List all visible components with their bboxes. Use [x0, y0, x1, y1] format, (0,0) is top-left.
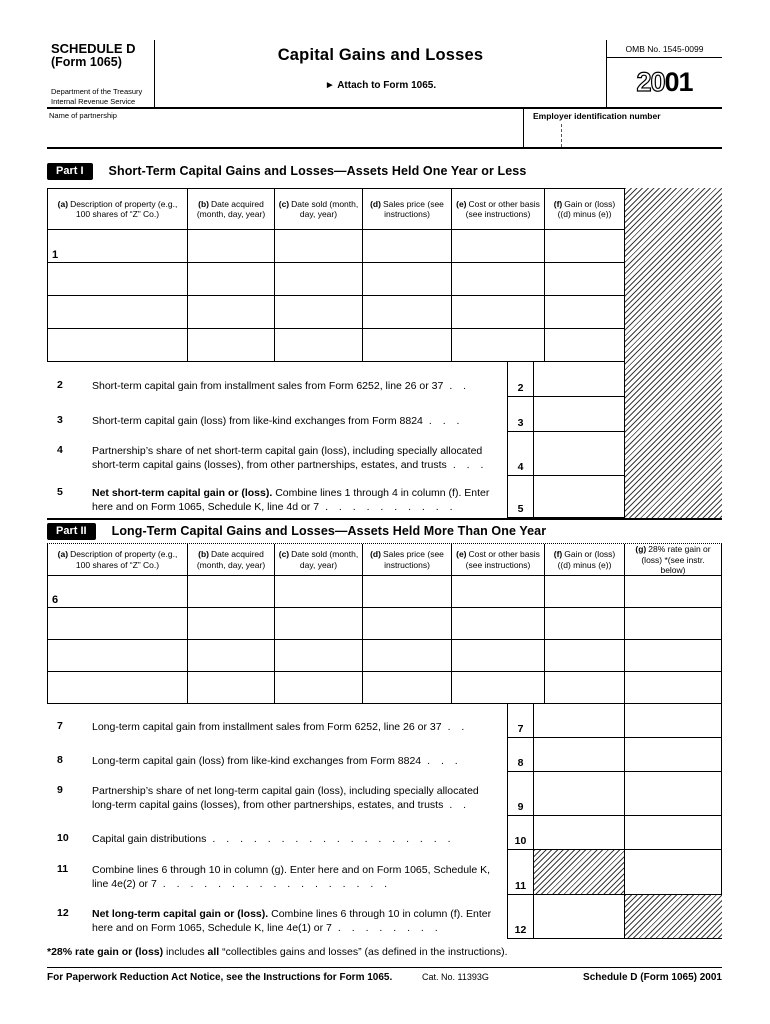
- arrow-right-icon: ►: [324, 80, 335, 91]
- part1-title: Short-Term Capital Gains and Losses—Assets Held One Year or Less: [108, 164, 527, 178]
- entry-cell[interactable]: [362, 672, 451, 703]
- line-7-amount-field-g[interactable]: [625, 704, 722, 738]
- table-row: [48, 608, 721, 640]
- col-header-b: (b) Date acquired (month, day, year): [187, 189, 274, 229]
- entry-cell[interactable]: [451, 640, 544, 671]
- line-number: 10: [57, 831, 69, 844]
- entry-cell[interactable]: [187, 608, 274, 639]
- entry-cell[interactable]: [544, 672, 624, 703]
- line-4-box-number: 4: [507, 432, 534, 476]
- hatched-cell: [624, 230, 721, 262]
- col-header-f: (f) Gain or (loss) ((d) minus (e)): [544, 544, 624, 575]
- form-number: (Form 1065): [51, 55, 122, 70]
- part1-badge: Part I: [47, 163, 93, 180]
- dot-leader: . . .: [452, 458, 485, 471]
- line-text: Long-term capital gain from installment sales from Form 6252, line 26 or 37 . .: [92, 720, 466, 733]
- form-title: Capital Gains and Losses: [277, 46, 484, 64]
- form-title-block: [155, 40, 606, 107]
- line-number: 12: [57, 906, 69, 919]
- form-footer: [47, 968, 722, 983]
- entry-cell[interactable]: [48, 263, 187, 295]
- dot-leader: . . . . . . . .: [337, 921, 439, 934]
- form-line-12: [47, 895, 722, 939]
- catalog-number: Cat. No. 11393G: [422, 972, 489, 982]
- entry-cell[interactable]: [48, 230, 187, 262]
- hatched-cell: [625, 895, 722, 939]
- part2-header: [47, 522, 722, 540]
- entry-cell[interactable]: [451, 672, 544, 703]
- entry-cell[interactable]: [187, 263, 274, 295]
- entry-cell[interactable]: [187, 576, 274, 607]
- entry-cell[interactable]: [624, 576, 721, 607]
- line-10-box-number: 10: [507, 816, 534, 850]
- entry-cell[interactable]: [362, 608, 451, 639]
- line-2-amount-field[interactable]: [534, 362, 625, 397]
- table-row: [48, 296, 721, 329]
- line-number: 9: [57, 783, 63, 796]
- line-8-amount-field-g[interactable]: [625, 738, 722, 772]
- dot-leader: . . .: [427, 754, 459, 767]
- table-row: [48, 263, 721, 296]
- col-header-f: (f) Gain or (loss) ((d) minus (e)): [544, 189, 624, 229]
- line-3-amount-field[interactable]: [534, 397, 625, 432]
- entry-cell[interactable]: [48, 672, 187, 703]
- col-header-d: (d) Sales price (see instructions): [362, 544, 451, 575]
- entry-cell[interactable]: [544, 576, 624, 607]
- paperwork-notice: For Paperwork Reduction Act Notice, see the Instructions for Form 1065.: [47, 972, 393, 983]
- entry-cell[interactable]: [362, 296, 451, 328]
- entry-cell[interactable]: [187, 329, 274, 361]
- dot-leader: . .: [449, 379, 468, 392]
- hatched-cell: [624, 296, 721, 328]
- form-line-3: [47, 397, 722, 432]
- part1-column-headers: [48, 189, 721, 230]
- col-header-b: (b) Date acquired (month, day, year): [187, 544, 274, 575]
- dot-leader: . . .: [428, 414, 461, 427]
- dot-leader: . . . . . . . . . .: [325, 500, 454, 513]
- entry-cell[interactable]: [362, 576, 451, 607]
- line-number: 11: [57, 862, 69, 875]
- dot-leader: . .: [447, 720, 466, 733]
- form-line-2: [47, 362, 722, 397]
- line-number: 2: [57, 378, 63, 391]
- irs-label: Internal Revenue Service: [51, 96, 136, 106]
- form-line-7: [47, 704, 722, 738]
- part2-column-headers: [48, 544, 721, 576]
- entry-cell[interactable]: [48, 576, 187, 607]
- entry-cell[interactable]: [187, 640, 274, 671]
- entry-cell[interactable]: [544, 329, 624, 361]
- entry-cell[interactable]: [274, 576, 362, 607]
- line-text: Partnership’s share of net long-term capital gain (loss), including specially allocated long-term capital gains (losses), from other partnerships, estates, and trusts . .: [92, 784, 479, 811]
- form-line-8: [47, 738, 722, 772]
- col-header-e: (e) Cost or other basis (see instructions): [451, 189, 544, 229]
- entry-cell[interactable]: [274, 263, 362, 295]
- form-header: [47, 40, 722, 109]
- line-10-amount-field-g[interactable]: [625, 816, 722, 850]
- entry-cell[interactable]: [544, 296, 624, 328]
- line-number: 4: [57, 443, 63, 456]
- table-row: [48, 640, 721, 672]
- form-line-11: [47, 850, 722, 895]
- entry-cell[interactable]: [624, 672, 721, 703]
- col-header-e: (e) Cost or other basis (see instructions): [451, 544, 544, 575]
- hatched-header-cell: [624, 189, 721, 229]
- line-text: Net long-term capital gain or (loss). Combine lines 6 through 10 in column (f). Enter here and on Form 1065, Schedule K, line 4e(1) or 7 . . . . . . . .: [92, 907, 492, 934]
- entry-cell[interactable]: [451, 608, 544, 639]
- part2-badge: Part II: [47, 523, 96, 540]
- col-header-c: (c) Date sold (month, day, year): [274, 544, 362, 575]
- entry-cell[interactable]: [187, 672, 274, 703]
- col-header-d: (d) Sales price (see instructions): [362, 189, 451, 229]
- part1-table: [47, 188, 722, 362]
- entry-cell[interactable]: [187, 230, 274, 262]
- line-text: Capital gain distributions . . . . . . . . . . . . . . . . . .: [92, 832, 452, 845]
- entry-cell[interactable]: [544, 608, 624, 639]
- table-row: [48, 576, 721, 608]
- entry-cell[interactable]: [274, 230, 362, 262]
- line-9-amount-field-f[interactable]: [534, 772, 625, 816]
- form-id-footer: Schedule D (Form 1065) 2001: [583, 972, 722, 983]
- line-text: Long-term capital gain (loss) from like-kind exchanges from Form 8824 . . .: [92, 754, 459, 767]
- rate-gain-footnote: *28% rate gain or (loss) includes all “collectibles gains and losses” (as defined in the instructions).: [47, 946, 508, 958]
- line-11-amount-field-g[interactable]: [625, 850, 722, 895]
- line-5-box-number: 5: [507, 476, 534, 518]
- omb-number: OMB No. 1545-0099: [607, 40, 722, 58]
- entry-cell[interactable]: [544, 263, 624, 295]
- form-line-5: [47, 476, 722, 518]
- entry-cell[interactable]: [451, 576, 544, 607]
- col-header-c: (c) Date sold (month, day, year): [274, 189, 362, 229]
- line-1-number: 1: [52, 249, 59, 261]
- line-7-box-number: 7: [507, 704, 534, 738]
- line-text: Net short-term capital gain or (loss). Combine lines 1 through 4 in column (f). Enter here and on Form 1065, Schedule K, line 4d or 7 . . . . . . . . . .: [92, 486, 490, 513]
- entry-cell[interactable]: [48, 608, 187, 639]
- line-text: Short-term capital gain (loss) from like-kind exchanges from Form 8824 . . .: [92, 414, 461, 427]
- line-9-box-number: 9: [507, 772, 534, 816]
- part1-section: [47, 188, 722, 520]
- hatched-cell: [624, 329, 721, 361]
- line-8-amount-field-f[interactable]: [534, 738, 625, 772]
- line-9-amount-field-g[interactable]: [625, 772, 722, 816]
- attach-instruction: ► Attach to Form 1065.: [324, 80, 437, 91]
- ein-separator-dash: [561, 124, 562, 147]
- col-header-a: (a) Description of property (e.g., 100 shares of “Z” Co.): [57, 549, 178, 570]
- col-header-a: (a) Description of property (e.g., 100 shares of “Z” Co.): [57, 198, 178, 219]
- entry-cell[interactable]: [362, 230, 451, 262]
- entry-cell[interactable]: [451, 296, 544, 328]
- line-8-box-number: 8: [507, 738, 534, 772]
- line-11-box-number: 11: [507, 850, 534, 895]
- entry-cell[interactable]: [362, 640, 451, 671]
- entry-cell[interactable]: [48, 640, 187, 671]
- partnership-name-field[interactable]: [47, 109, 523, 147]
- entry-cell[interactable]: [451, 230, 544, 262]
- line-7-amount-field-f[interactable]: [534, 704, 625, 738]
- ein-field[interactable]: [523, 109, 722, 147]
- line-2-box-number: 2: [507, 362, 534, 397]
- entry-cell[interactable]: [48, 296, 187, 328]
- form-line-10: [47, 816, 722, 850]
- hatched-cell: [624, 263, 721, 295]
- dot-leader: . . . . . . . . . . . . . . . . . .: [212, 832, 452, 845]
- line-number: 5: [57, 485, 63, 498]
- dot-leader: . . . . . . . . . . . . . . . . .: [162, 877, 389, 890]
- line-5-amount-field[interactable]: [534, 476, 625, 518]
- line-10-amount-field-f[interactable]: [534, 816, 625, 850]
- entry-cell[interactable]: [274, 672, 362, 703]
- hatched-cell: [534, 850, 625, 895]
- col-header-g: (g) 28% rate gain or (loss) *(see instr. below): [624, 544, 721, 575]
- ein-label: Employer identification number: [533, 111, 661, 121]
- line-12-amount-field-f[interactable]: [534, 895, 625, 939]
- dot-leader: . .: [449, 798, 468, 811]
- schedule-name: SCHEDULE D: [51, 41, 136, 56]
- part2-title: Long-Term Capital Gains and Losses—Assets Held More Than One Year: [111, 524, 547, 538]
- line-3-box-number: 3: [507, 397, 534, 432]
- line-number: 7: [57, 719, 63, 732]
- part2-table: [47, 543, 722, 704]
- entry-cell[interactable]: [274, 329, 362, 361]
- line-6-number: 6: [52, 594, 59, 606]
- entry-cell[interactable]: [48, 329, 187, 361]
- table-row: [48, 672, 721, 704]
- dept-treasury-label: Department of the Treasury: [51, 87, 143, 97]
- line-number: 8: [57, 753, 63, 766]
- line-text: Short-term capital gain from installment sales from Form 6252, line 26 or 37 . .: [92, 379, 468, 392]
- part2-section: [47, 543, 722, 939]
- form-identification-block: [47, 40, 155, 107]
- entry-cell[interactable]: [544, 640, 624, 671]
- entry-cell[interactable]: [451, 263, 544, 295]
- tax-year: 20 01: [636, 67, 693, 97]
- entry-cell[interactable]: [362, 329, 451, 361]
- entry-cell[interactable]: [451, 329, 544, 361]
- partnership-name-label: Name of partnership: [49, 111, 117, 120]
- form-line-4: [47, 432, 722, 476]
- entry-cell[interactable]: [274, 640, 362, 671]
- form-line-9: [47, 772, 722, 816]
- entry-cell[interactable]: [624, 608, 721, 639]
- line-12-box-number: 12: [507, 895, 534, 939]
- entry-cell[interactable]: [187, 296, 274, 328]
- line-4-amount-field[interactable]: [534, 432, 625, 476]
- line-number: 3: [57, 413, 63, 426]
- line-text: Combine lines 6 through 10 in column (g). Enter here and on Form 1065, Schedule K, line 4e(2) or 7 . . . . . . . . . . . . . . . . .: [92, 863, 491, 890]
- entry-cell[interactable]: [624, 640, 721, 671]
- part1-header: [47, 162, 722, 180]
- entry-cell[interactable]: [544, 230, 624, 262]
- entry-cell[interactable]: [362, 263, 451, 295]
- omb-year-block: [606, 40, 722, 107]
- entry-cell[interactable]: [274, 296, 362, 328]
- line-text: Partnership’s share of net short-term capital gain (loss), including specially allocated short-term capital gains (losses), from other partnerships, estates, and trusts . . .: [92, 444, 485, 471]
- entry-cell[interactable]: [274, 608, 362, 639]
- table-row: [48, 329, 721, 362]
- identity-row: [47, 109, 722, 149]
- table-row: [48, 230, 721, 263]
